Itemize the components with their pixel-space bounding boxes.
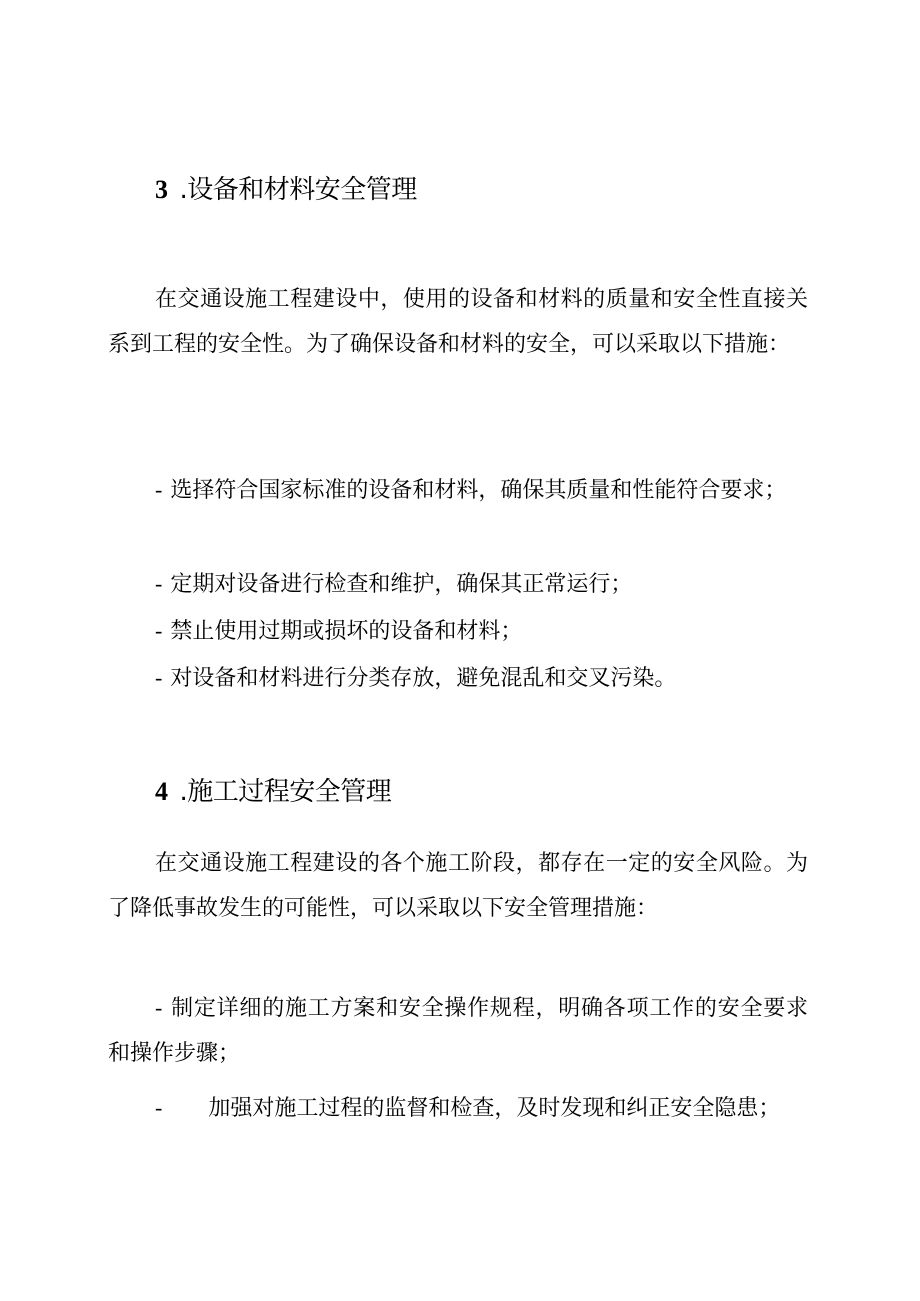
bullet-dash: - — [155, 1095, 163, 1120]
section-3-item-4: - 对设备和材料进行分类存放，避免混乱和交叉污染。 — [155, 665, 677, 691]
bullet-dash: - — [155, 571, 163, 596]
section-4-number: 4 — [155, 777, 168, 806]
section-4-intro: 在交通设施工程建设的各个施工阶段，都存在一定的安全风险。为了降低事故发生的可能性，可以采取以下安全管理措施： — [108, 851, 808, 921]
bullet-dash: - — [155, 618, 163, 643]
section-3-title: .设备和材料安全管理 — [179, 175, 417, 205]
section-4-item-1: - 制定详细的施工方案和安全操作规程，明确各项工作的安全要求和操作步骤； — [108, 995, 808, 1066]
bullet-dash: - — [155, 995, 163, 1020]
section-4-heading — [155, 776, 391, 808]
section-4-item-2: - 加强对施工过程的监督和检查，及时发现和纠正安全隐患； — [155, 1095, 781, 1121]
section-3-item-2: - 定期对设备进行检查和维护，确保其正常运行； — [155, 571, 633, 597]
section-3-number: 3 — [155, 175, 168, 204]
section-3-heading — [155, 174, 417, 206]
section-4-title: .施工过程安全管理 — [179, 777, 392, 807]
section-3-intro: 在交通设施工程建设中，使用的设备和材料的质量和安全性直接关系到工程的安全性。为了确保设备和材料的安全，可以采取以下措施： — [108, 287, 808, 357]
section-3-item-1: - 选择符合国家标准的设备和材料，确保其质量和性能符合要求； — [155, 477, 787, 503]
bullet-dash: - — [155, 477, 163, 502]
section-3-item-3: - 禁止使用过期或损坏的设备和材料； — [155, 618, 523, 644]
bullet-dash: - — [155, 665, 163, 690]
